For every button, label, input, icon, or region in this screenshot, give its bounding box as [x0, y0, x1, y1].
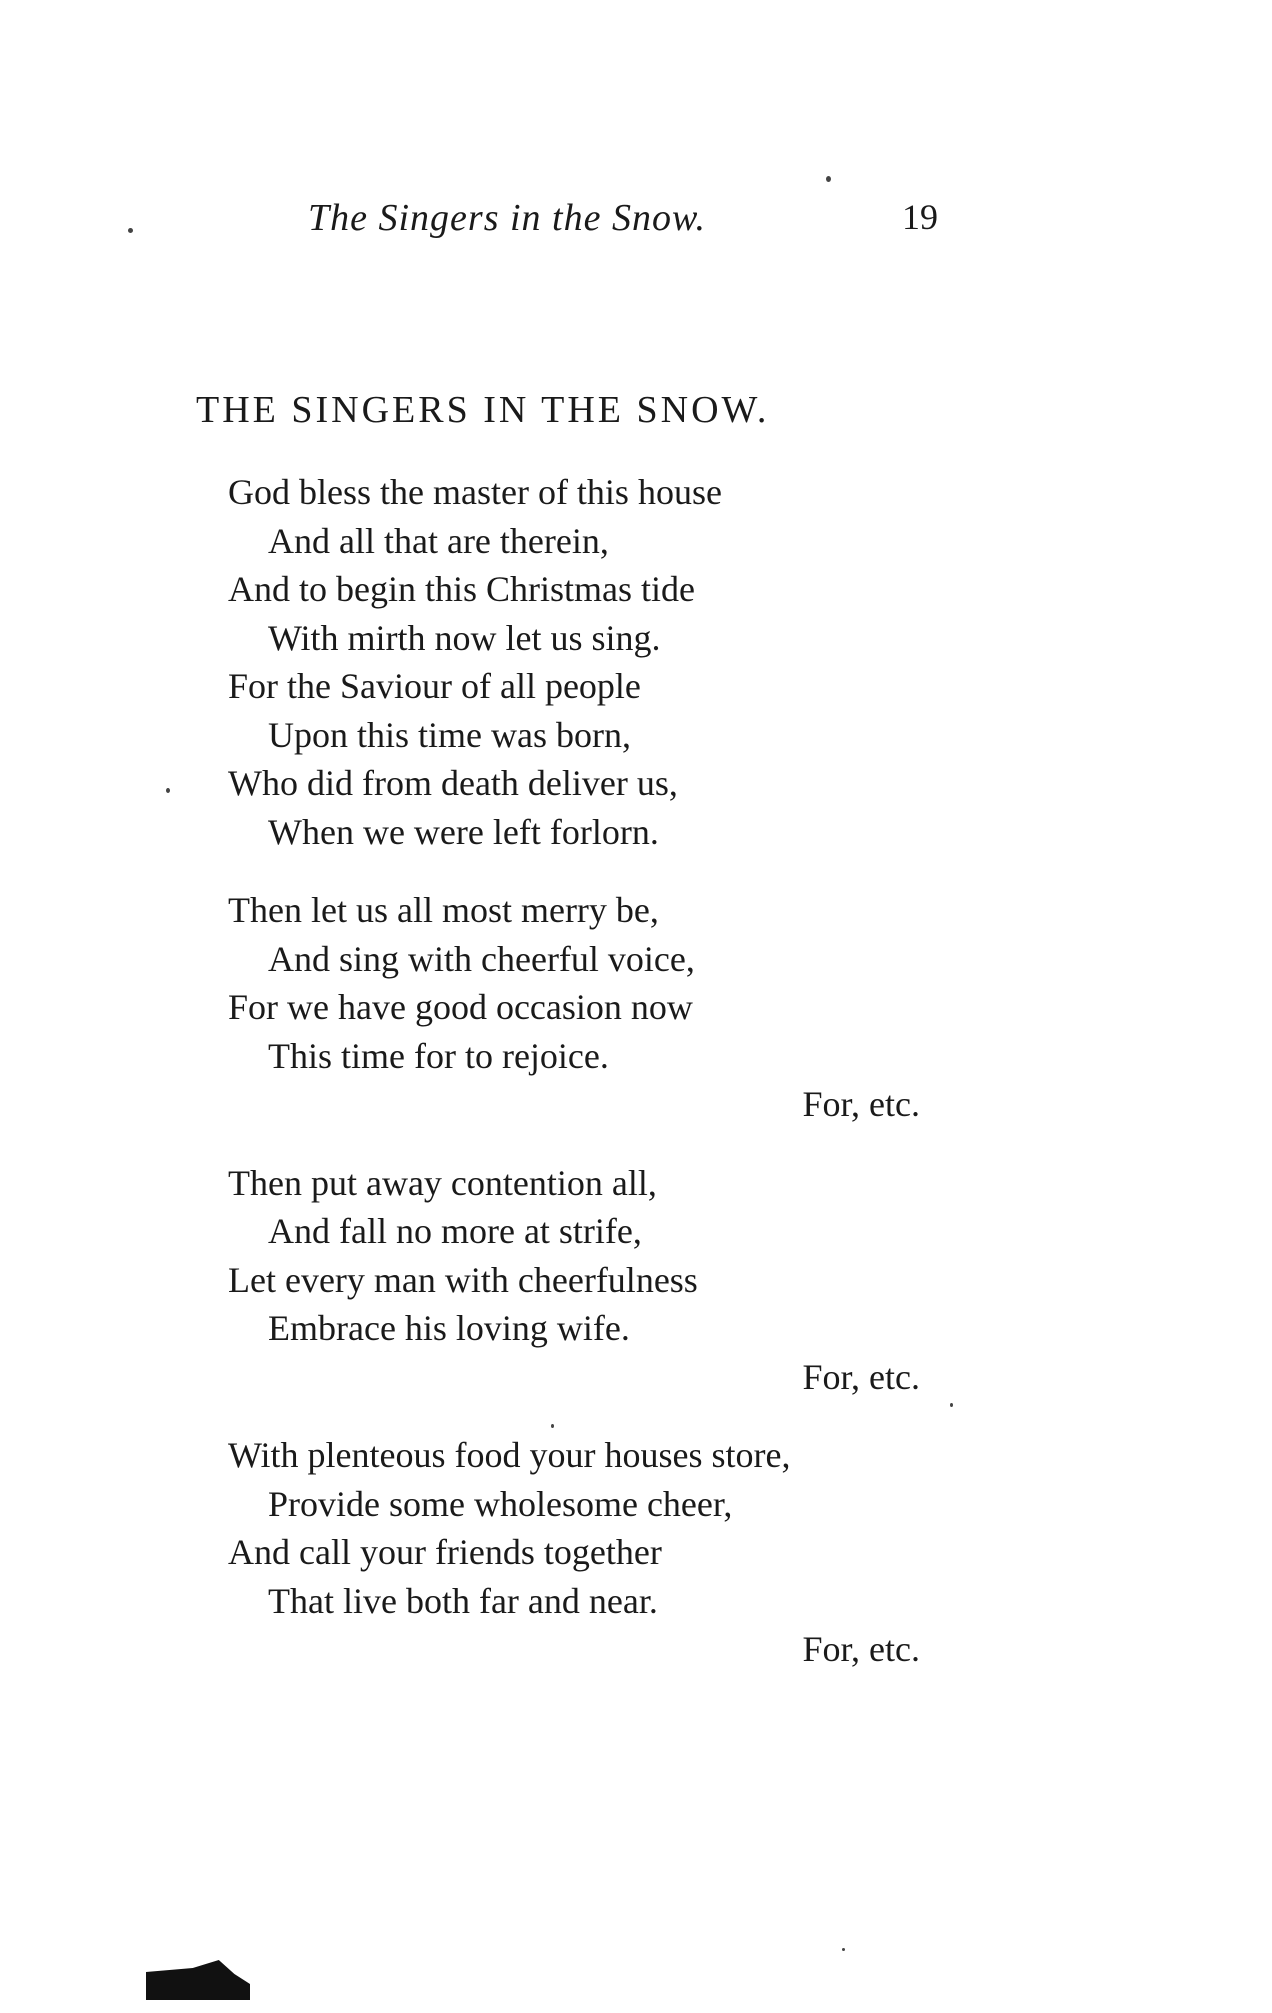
refrain: For, etc. [802, 1084, 920, 1124]
running-title: The Singers in the Snow. [308, 197, 707, 239]
verse-line: And fall no more at strife, [268, 1211, 642, 1251]
verse-line: Provide some wholesome cheer, [268, 1483, 733, 1524]
verse-line: When we were left forlorn. [268, 811, 659, 852]
verse-line: For we have good occasion now [228, 987, 693, 1027]
print-speck [826, 176, 831, 182]
verse-line: Then let us all most merry be, [228, 890, 659, 930]
verse-line: God bless the master of this house [228, 472, 722, 512]
poem-title: THE SINGERS IN THE SNOW. [196, 389, 770, 431]
running-header [0, 196, 1272, 248]
print-speck [842, 1948, 845, 1951]
verse-line: And all that are therein, [268, 520, 609, 561]
verse-line: And to begin this Christmas tide [228, 569, 695, 609]
verse-line: And sing with cheerful voice, [268, 938, 695, 979]
refrain: For, etc. [802, 1629, 920, 1669]
verse-line: This time for to rejoice. [268, 1035, 609, 1076]
verse-line: Upon this time was born, [268, 714, 631, 755]
stanza-2 [228, 886, 928, 1129]
stanza-1 [228, 468, 928, 856]
stanza-4 [228, 1431, 928, 1674]
verse-line: Embrace his loving wife. [268, 1308, 630, 1348]
verse-line: Who did from death deliver us, [228, 763, 678, 803]
poem-body [228, 468, 928, 1704]
page-number: 19 [902, 197, 938, 237]
stanza-3 [228, 1159, 928, 1402]
ink-blot [146, 1960, 250, 2000]
verse-line: And call your friends together [228, 1532, 662, 1572]
verse-line: With plenteous food your houses store, [228, 1435, 791, 1475]
verse-line: With mirth now let us sing. [268, 617, 661, 658]
print-speck [166, 788, 170, 793]
print-speck [551, 1424, 554, 1428]
verse-line: That live both far and near. [268, 1580, 658, 1621]
verse-line: Then put away contention all, [228, 1162, 657, 1203]
print-speck [128, 228, 133, 233]
verse-line: Let every man with cheerfulness [228, 1259, 698, 1300]
refrain: For, etc. [802, 1356, 920, 1397]
print-speck [950, 1403, 953, 1407]
verse-line: For the Saviour of all people [228, 666, 641, 706]
